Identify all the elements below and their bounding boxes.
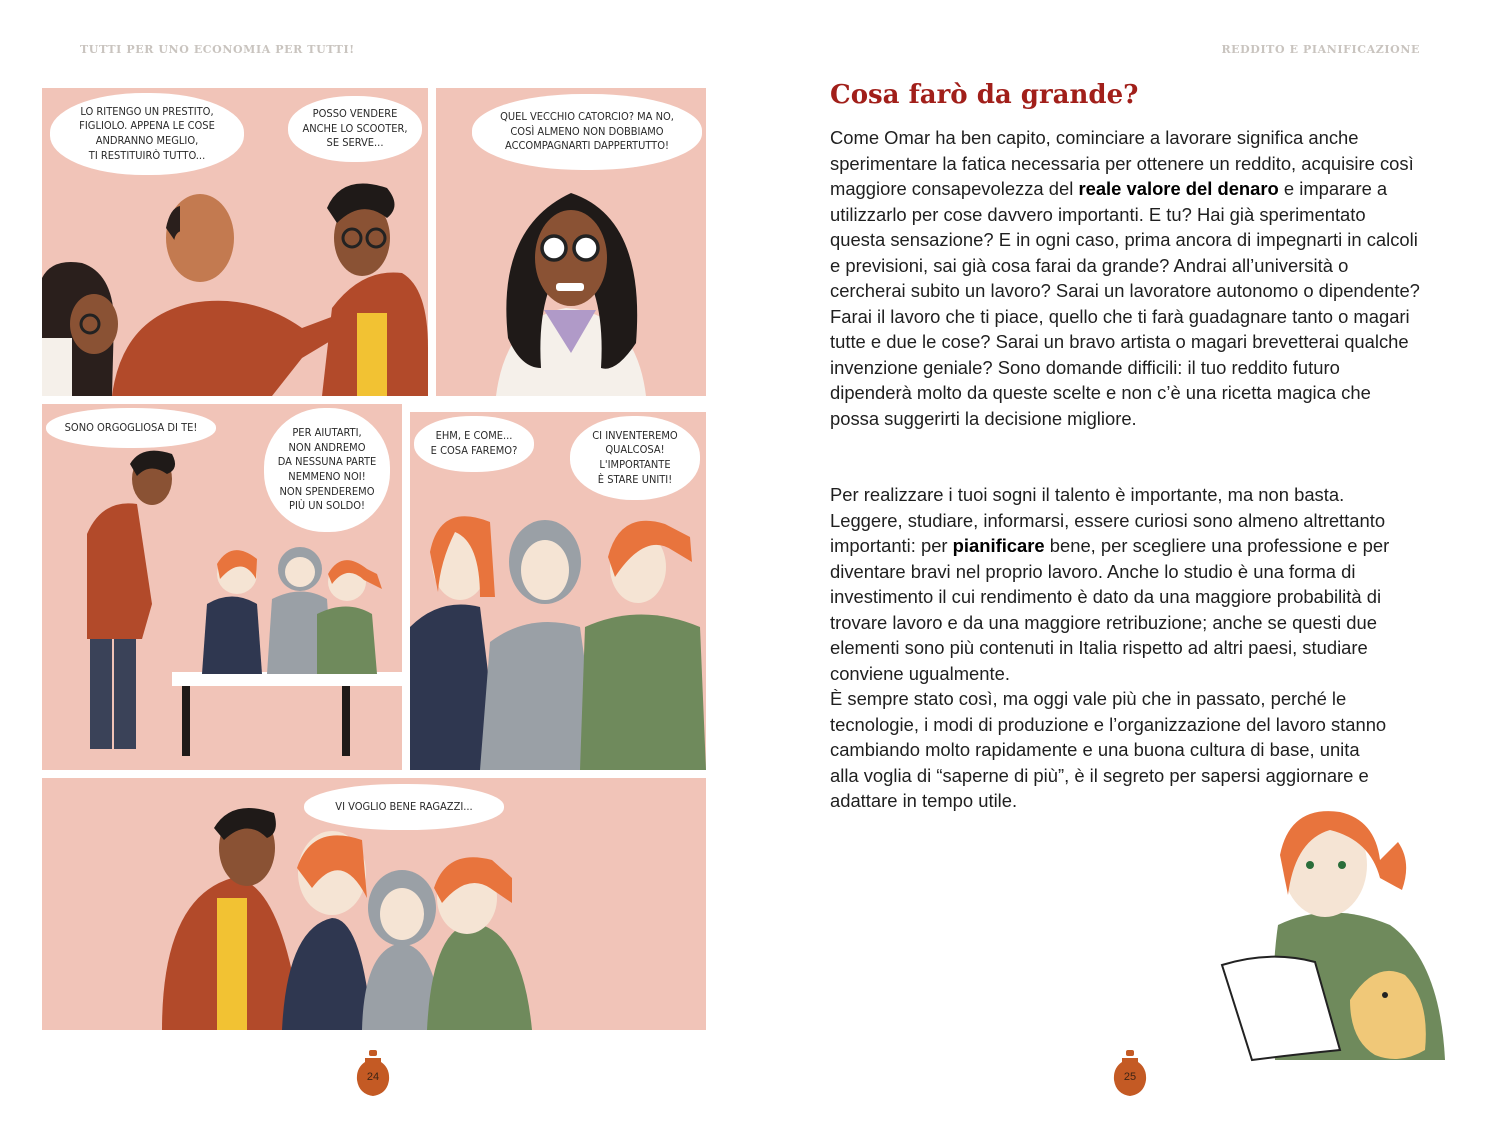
comic-panel-4 — [410, 412, 706, 770]
speech-balloon: QUEL VECCHIO CATORCIO? MA NO, COSÌ ALMENO NON DOBBIAMO ACCOMPAGNARTI DAPPERTUTTO! — [472, 94, 702, 170]
speech-balloon: VI VOGLIO BENE RAGAZZI... — [304, 784, 504, 830]
running-head-left: TUTTI PER UNO ECONOMIA PER TUTTI! — [80, 43, 355, 56]
comic-panel-5 — [42, 778, 706, 1030]
article-paragraph-1: Come Omar ha ben capito, cominciare a lavorare significa anche sperimentare la fatica necessaria per ottenere un reddito, acquisire così maggiore consapevolezza del reale valore del denaro e imparare a utilizzarlo per cose davvero importanti. E tu? Hai già sperimentato questa sensazione? E in ogni caso, prima ancora di impegnarti in calcoli e previsioni, sai già cosa farai da grande? Andrai all’università o cercherai subito un lavoro? Sarai un lavoratore autonomo o dipendente? Farai il lavoro che ti piace, quello che ti farà guadagnare tanto o magari tutte e due le cose? Sarai un bravo artista o magari brevetterai qualche invenzione geniale? Sono domande difficili: il tuo reddito futuro dipenderà molto da queste scelte e non c’è una ricetta magica che possa suggerirti la decisione migliore. — [830, 127, 1420, 429]
speech-balloon: EHM, E COME... E COSA FAREMO? — [414, 416, 534, 472]
speech-balloon: LO RITENGO UN PRESTITO, FIGLIOLO. APPENA LE COSE ANDRANNO MEGLIO, TI RESTITUIRÒ TUTTO... — [50, 93, 244, 175]
page-number-right: 25 — [1113, 1050, 1147, 1098]
illustration-art — [1180, 800, 1460, 1065]
running-head-right: REDDITO E PIANIFICAZIONE — [1221, 43, 1420, 56]
comic-panel-1 — [42, 88, 428, 396]
article-title: Cosa farò da grande? — [830, 80, 1139, 110]
comic-panel-2 — [436, 88, 706, 396]
speech-balloon: POSSO VENDERE ANCHE LO SCOOTER, SE SERVE... — [288, 96, 422, 162]
comic-panel-3 — [42, 404, 402, 770]
article-paragraph-2: Per realizzare i tuoi sogni il talento è importante, ma non basta. Leggere, studiare, informarsi, essere curiosi sono almeno altrettanto importanti: per pianificare bene, per scegliere una professione e per diventare bravi nel proprio lavoro. Anche lo studio è una forma di investimento il cui rendimento è dato da una maggiore probabilità di trovare lavoro e da una maggiore retribuzione; anche se questi due elementi sono più contenuti in Italia rispetto ad altri paesi, studiare conviene ugualmente. È sempre stato così, ma oggi vale più che in passato, perché le tecnologie, i modi di produzione e l’organizzazione del lavoro stanno cambiando molto rapidamente e una buona cultura di base, unita alla voglia di “saperne di più”, è il segreto per sapersi aggiornare e adattare in tempo utile. — [830, 484, 1390, 811]
page-number-left: 24 — [356, 1050, 390, 1098]
girl-reading-illustration — [1180, 800, 1460, 1065]
speech-balloon: PER AIUTARTI, NON ANDREMO DA NESSUNA PARTE NEMMENO NOI! NON SPENDEREMO PIÙ UN SOLDO! — [264, 408, 390, 532]
speech-balloon: CI INVENTEREMO QUALCOSA! L'IMPORTANTE È STARE UNITI! — [570, 416, 700, 500]
speech-balloon: SONO ORGOGLIOSA DI TE! — [46, 408, 216, 448]
